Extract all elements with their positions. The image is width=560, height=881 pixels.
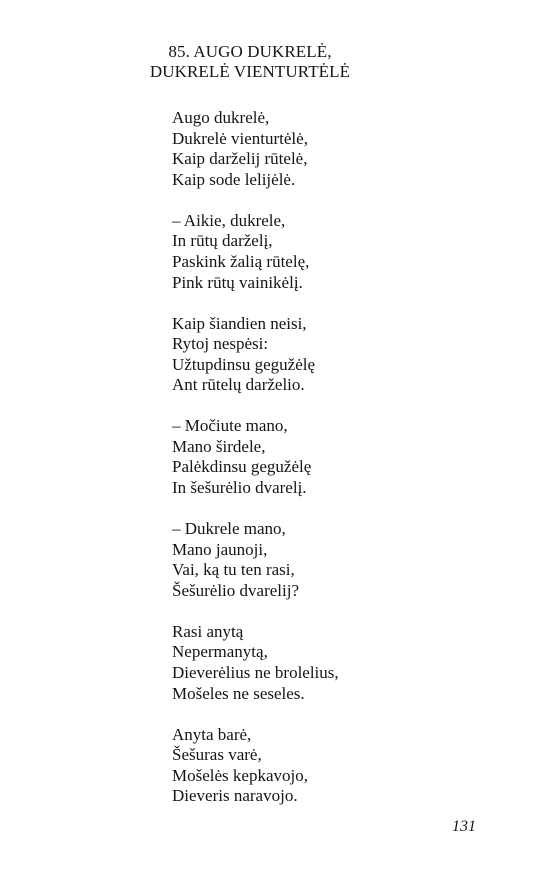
stanza: [172, 314, 339, 396]
verse-line: Pink rūtų vainikėlį.: [172, 272, 303, 292]
verse-line: Palėkdinsu gegužėlę: [172, 457, 312, 477]
verse-line: In rūtų darželį,: [172, 231, 273, 251]
stanza: [172, 211, 339, 293]
verse-line: Užtupdinsu gegužėlę: [172, 354, 316, 374]
verse-line: – Aikie, dukrele,: [172, 210, 286, 230]
song-title-line-2: DUKRELĖ VIENTURTĖLĖ: [149, 62, 351, 81]
stanza: [172, 725, 339, 807]
verse-line: Augo dukrelė,: [172, 108, 270, 127]
stanza: [172, 519, 339, 601]
verse-line: Kaip šiandien neisi,: [172, 313, 307, 333]
verse-line: Mošelės kepkavojo,: [172, 765, 308, 785]
verse-line: Kaip sode lelijėlė.: [172, 169, 296, 189]
poem-body: [172, 108, 339, 827]
stanza: [172, 416, 339, 498]
verse-line: – Dukrele mano,: [172, 519, 286, 539]
verse-line: Anyta barė,: [172, 724, 252, 744]
stanza: [172, 622, 339, 704]
song-title: [0, 42, 500, 82]
song-title-line-1: 85. AUGO DUKRELĖ,: [168, 42, 332, 61]
verse-line: Vai, ką tu ten rasi,: [172, 560, 295, 580]
verse-line: Šešurėlio dvarelij?: [172, 580, 299, 600]
verse-line: Rytoj nespėsi:: [172, 334, 269, 354]
verse-line: Dieveris naravojo.: [172, 786, 298, 806]
verse-line: Kaip darželij rūtelė,: [172, 149, 308, 169]
page-number: 131: [452, 818, 476, 835]
verse-line: Šešuras varė,: [172, 745, 262, 765]
verse-line: Dieverėlius ne brolelius,: [172, 663, 339, 683]
verse-line: Ant rūtelų darželio.: [172, 375, 305, 395]
verse-line: In šešurėlio dvarelį.: [172, 478, 307, 498]
verse-line: – Močiute mano,: [172, 416, 288, 436]
verse-line: Mano širdele,: [172, 436, 266, 456]
verse-line: Rasi anytą: [172, 621, 244, 641]
verse-line: Nepermanytą,: [172, 642, 268, 662]
verse-line: Mano jaunoji,: [172, 539, 268, 559]
stanza: [172, 108, 339, 190]
verse-line: Mošeles ne seseles.: [172, 683, 305, 703]
verse-line: Paskink žalią rūtelę,: [172, 251, 310, 271]
verse-line: Dukrelė vienturtėlė,: [172, 128, 308, 148]
